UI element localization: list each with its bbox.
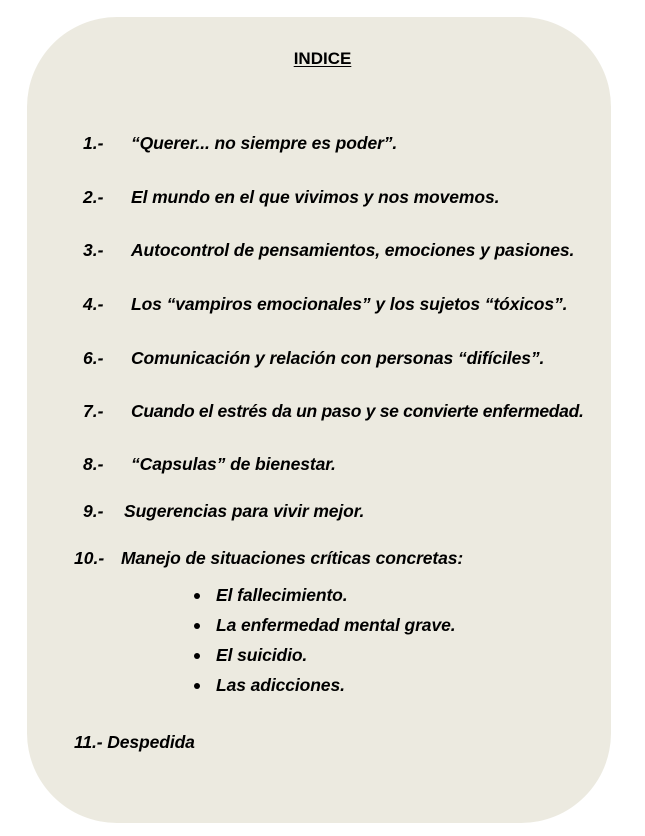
item-number: 7.-	[83, 401, 104, 421]
index-item: “Querer... no siempre es poder”.	[131, 133, 398, 153]
item-number: 8.-	[83, 454, 104, 474]
index-item: Manejo de situaciones críticas concretas:	[121, 548, 464, 568]
index-item: Los “vampiros emocionales” y los sujetos “tóxicos”.	[131, 294, 568, 314]
index-item: El mundo en el que vivimos y nos movemos.	[131, 187, 500, 207]
bullet-icon	[194, 683, 200, 689]
item-number: 9.-	[83, 501, 104, 521]
bullet-icon	[194, 653, 200, 659]
bullet-icon	[194, 623, 200, 629]
index-subitem: La enfermedad mental grave.	[216, 615, 456, 635]
item-number: 1.-	[83, 133, 104, 153]
index-subitem: El suicidio.	[216, 645, 308, 665]
item-number: 6.-	[83, 348, 104, 368]
item-number: 10.-	[74, 548, 105, 568]
item-number: 2.-	[83, 187, 104, 207]
index-subitem: El fallecimiento.	[216, 585, 348, 605]
index-item: Sugerencias para vivir mejor.	[124, 501, 365, 521]
index-item: Autocontrol de pensamientos, emociones y pasiones.	[131, 240, 575, 260]
item-number: 3.-	[83, 240, 104, 260]
index-item: Comunicación y relación con personas “difíciles”.	[131, 348, 545, 368]
bullet-icon	[194, 593, 200, 599]
index-item-final: 11.- Despedida	[74, 732, 195, 752]
index-subitem: Las adicciones.	[216, 675, 345, 695]
page-title: INDICE	[293, 49, 352, 68]
item-number: 4.-	[83, 294, 104, 314]
index-item: “Capsulas” de bienestar.	[131, 454, 336, 474]
index-item: Cuando el estrés da un paso y se convierte enfermedad.	[131, 401, 584, 421]
